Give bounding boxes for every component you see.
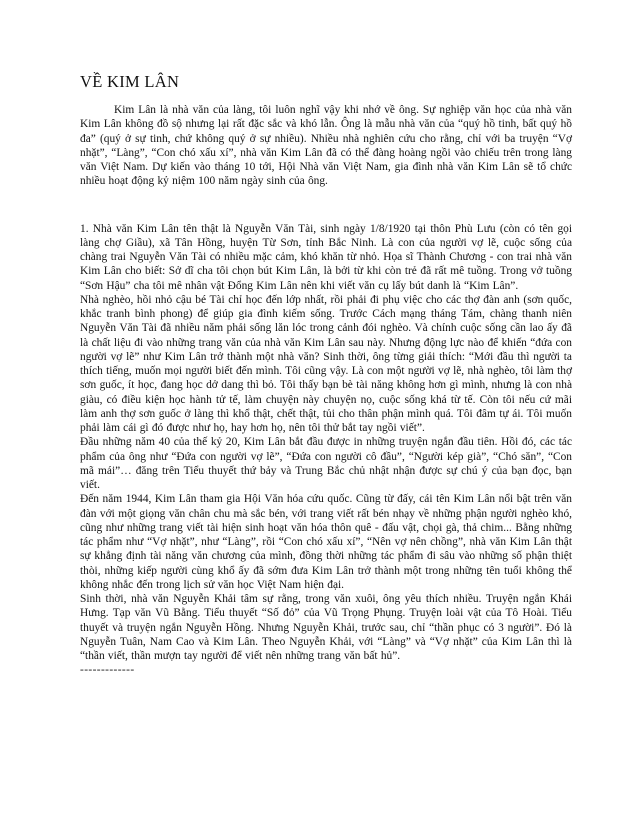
body-paragraph-2: Nhà nghèo, hồi nhỏ cậu bé Tài chỉ học đến lớp nhất, rồi phải đi phụ việc cho các thợ đàn anh (sơn quốc, khắc tranh bình phong) để giúp gia đình kiếm sống. Trước Cách mạng tháng Tám, chàng thanh niên Nguyễn Văn Tài đã nhiều năm phải sống lăn lóc trong cảnh đói nghèo. Và chính cuộc sống cần lao ấy đã là chất liệu đi vào những trang văn của nhà văn Kim Lân sau này. Nhưng động lực nào để khiến “đứa con người vợ lẽ” như Kim Lân trở thành một nhà văn? Sinh thời, ông từng giải thích: “Mới đầu thì người ta thích tiếng, muốn mọi người biết đến mình. Tôi cũng vậy. Là con một người vợ lẽ, nhà nghèo, tôi làm thợ sơn guốc, ít học, đang học dở dang thì bỏ. Tôi thấy bạn bè tài năng không hơn gì mình, nhưng là con nhà giàu, có điều kiện học hành tử tế, làm chuyện này chuyện nọ, cuộc sống khá từ tế. Còn tôi nếu cứ mãi làm anh thợ sơn guốc ở làng thì khổ thật, chết thật, tủi cho thân phận mình quá. Tôi đâm tự ái. Tôi muốn phải làm cái gì đó được như họ, hay hơn họ, nên tôi thử bắt tay ngồi viết”. (80, 293, 572, 434)
body-paragraph-4: Đến năm 1944, Kim Lân tham gia Hội Văn hóa cứu quốc. Cũng từ đấy, cái tên Kim Lân nổi bật trên văn đàn với một giọng văn chân chu mà sắc bén, với trang viết rất bén nhạy về những phận người nghèo khó, cũng như những trang viết tài hiện sinh hoạt văn hóa thôn quê - đấu vật, chọi gà, thả chim... Bằng những tác phẩm như “Vợ nhặt”, như “Làng”, rồi “Con chó xấu xí”, “Nên vợ nên chồng”, nhà văn Kim Lân thật sự khẳng định tài năng văn chương của mình, đồng thời những tác phẩm đi sâu vào những số phận thiệt thòi, những kiếp người cùng khổ ấy đã sớm đưa Kim Lân trở thành một trong những tên tuổi không thể không nhắc đến trong lịch sử văn học Việt Nam hiện đại. (80, 493, 572, 591)
body-paragraph-3: Đầu những năm 40 của thế kỷ 20, Kim Lân bắt đầu được in những truyện ngắn đầu tiên. Hồi đó, các tác phẩm của ông như “Đứa con người vợ lẽ”, “Đứa con người cô đầu”, “Người kép già”, “Chó săn”, “Con mã mái”… đăng trên Tiểu thuyết thứ bảy và Trung Bắc chủ nhật nhận được sự chú ý của bạn đọc, bạn viết. (80, 436, 572, 491)
section-divider: ------------- (80, 664, 135, 677)
body-paragraph-5: Sinh thời, nhà văn Nguyễn Khải tâm sự rằng, trong văn xuôi, ông yêu thích nhiều. Truyện ngắn Khái Hưng. Tạp văn Vũ Bằng. Tiểu thuyết “Số đỏ” của Vũ Trọng Phụng. Truyện loài vật của Tô Hoài. Tiểu thuyết và truyện ngắn Nguyễn Hồng. Nhưng Nguyễn Khải, trước sau, chỉ “thần phục có 3 người”. Đó là Nguyễn Tuân, Nam Cao và Kim Lân. Theo Nguyễn Khải, với “Làng” và “Vợ nhặt” của Kim Lân thì là “thần viết, thần mượn tay người để viết nên những trang văn bất hủ”. (80, 593, 572, 662)
intro-paragraph: Kim Lân là nhà văn của làng, tôi luôn nghĩ vậy khi nhớ về ông. Sự nghiệp văn học của nhà văn Kim Lân không đồ sộ nhưng lại rất đặc sắc và khó lẫn. Ông là mẫu nhà văn của “quý hồ tinh, bất quý hồ đa” (quý ở sự tinh, chứ không quý ở sự nhiều). Nhiều nhà nghiên cứu cho rằng, chỉ với ba truyện “Vợ nhặt”, “Làng”, “Con chó xấu xí”, nhà văn Kim Lân đã có thể đàng hoàng ngồi vào chiếu trên trong làng văn Việt Nam. Dự kiến vào tháng 10 tới, Hội Nhà văn Việt Nam, gia đình nhà văn Kim Lân sẽ tổ chức nhiều hoạt động kỷ niệm 100 năm ngày sinh của ông. (80, 104, 572, 188)
section-gap (80, 189, 572, 222)
article-title: VỀ KIM LÂN (80, 72, 180, 91)
body-paragraph-1: 1. Nhà văn Kim Lân tên thật là Nguyễn Văn Tài, sinh ngày 1/8/1920 tại thôn Phù Lưu (còn có tên gọi làng chợ Giầu), xã Tân Hồng, huyện Từ Sơn, tỉnh Bắc Ninh. Là con của người vợ lẽ, cuộc sống của chàng trai Nguyễn Văn Tài có nhiều mặc cảm, khó khăn từ nhỏ. Họa sĩ Thành Chương - con trai nhà văn Kim Lân cho biết: Sở dĩ cha tôi chọn bút Kim Lân, là bởi từ khi còn trẻ đã rất mê tuồng. Trong vở tuồng “Sơn Hậu” cha tôi mê nhân vật Đổng Kim Lân nên khi viết văn cụ lấy bút danh là “Kim Lân”. (80, 222, 572, 292)
